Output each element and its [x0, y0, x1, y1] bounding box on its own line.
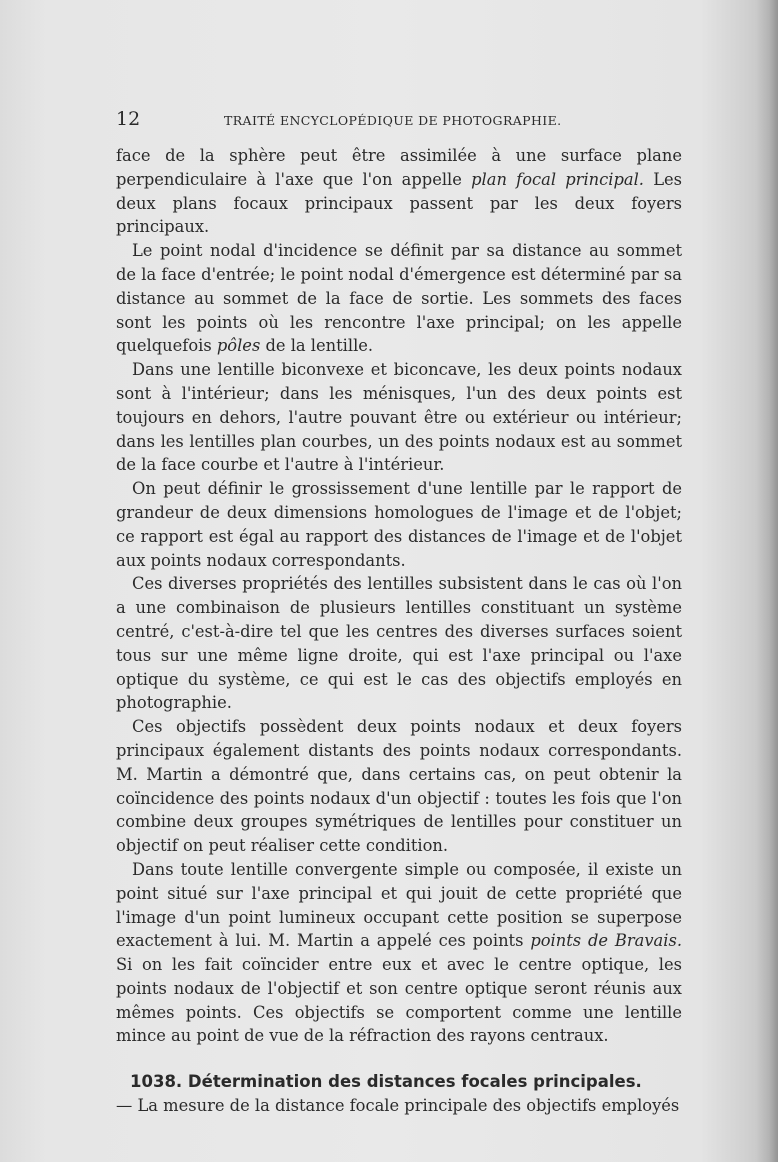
page-text-block: [116, 108, 682, 1118]
page-edge-shadow: [756, 0, 778, 1162]
paragraph-6-text: Ces objectifs possèdent deux points nodaux et deux foyers principaux également distants des points nodaux correspondants. M. Martin a démontré que, dans certains cas, on peut obtenir la coïncidence des points nodaux d'un objectif : toutes les fois que l'on combine deux groupes symétriques de lentilles pour constituer un objectif on peut réaliser cette condition.: [116, 717, 682, 856]
paragraph-5: [116, 572, 682, 715]
page-number: 12: [116, 108, 141, 130]
section-body: — La mesure de la distance focale principale des objectifs employés: [116, 1096, 680, 1116]
paragraph-1: [116, 144, 682, 239]
paragraph-2: [116, 239, 682, 358]
paragraph-4-text: On peut définir le grossissement d'une lentille par le rapport de grandeur de deux dimensions homologues de l'image et de l'objet; ce rapport est égal au rapport des distances de l'image et de l'objet aux points nodaux correspondants.: [116, 479, 682, 570]
paragraph-2-italic: pôles: [216, 336, 261, 356]
paragraph-3: [116, 358, 682, 477]
paragraph-3-text: Dans une lentille biconvexe et biconcave, les deux points nodaux sont à l'intérieur; dans les ménisques, l'un des deux points est toujours en dehors, l'autre pouvant être ou extérieur ou intérieur; dans les lentilles plan courbes, un des points nodaux est au sommet de la face courbe et l'autre à l'intérieur.: [116, 360, 682, 475]
paragraph-1-text-a: face de la sphère peut être assimilée à une surface plane perpendiculaire à l'axe que l'on appelle: [116, 146, 682, 189]
paragraph-2-text-b: de la lentille.: [260, 336, 374, 356]
paragraph-4: [116, 477, 682, 572]
paragraph-5-text: Ces diverses propriétés des lentilles subsistent dans le cas où l'on a une combinaison de plusieurs lentilles constituant un système centré, c'est-à-dire tel que les centres des diverses surfaces soient tous sur une même ligne droite, qui est l'axe principal ou l'axe optique du système, ce qui est le cas des objectifs employés en photographie.: [116, 574, 682, 713]
paragraph-1-text-b: Les deux plans focaux principaux passent par les deux foyers principaux.: [116, 169, 683, 237]
paragraph-7-text-a: Dans toute lentille convergente simple ou composée, il existe un point situé sur l'axe principal et qui jouit de cette propriété que l'image d'un point lumineux occupant cette position se superpose exactement à lui. M. Martin a appelé ces points: [116, 859, 682, 951]
paragraph-7-text-b: Si on les fait coïncider entre eux et avec le centre optique, les points nodaux de l'objectif et son centre optique seront réunis aux mêmes points. Ces objectifs se comportent comme une lentille mince au point de vue de la réfraction des rayons centraux.: [116, 955, 682, 1046]
paragraph-7-italic: points de Bravais.: [530, 931, 682, 951]
paragraph-1-italic: plan focal principal.: [471, 169, 644, 189]
running-title: TRAITÉ ENCYCLOPÉDIQUE DE PHOTOGRAPHIE.: [224, 113, 562, 128]
page-header: [116, 108, 682, 132]
paragraph-6: [116, 715, 682, 858]
section-heading: 1038. Détermination des distances focales principales.: [130, 1072, 642, 1092]
paragraph-2-text-a: Le point nodal d'incidence se définit par sa distance au sommet de la face d'entrée; le point nodal d'émergence est déterminé par sa distance au sommet de la face de sortie. Les sommets des faces sont les points où les rencontre l'axe principal; on les appelle quelquefois: [116, 241, 682, 356]
paragraph-7: [116, 858, 682, 1048]
